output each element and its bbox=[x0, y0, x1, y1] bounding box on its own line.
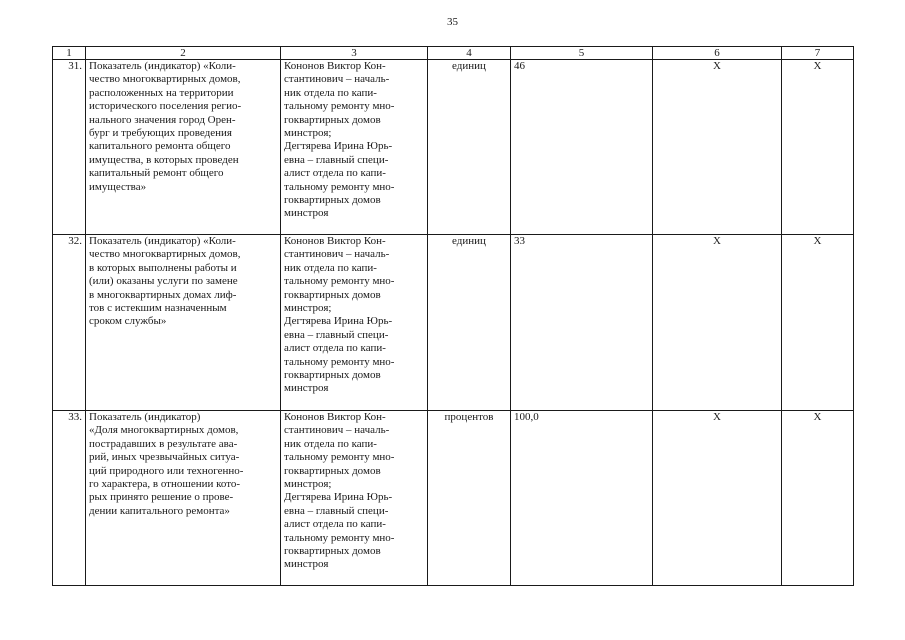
row-number: 31. bbox=[53, 60, 86, 235]
column-6-cell: Х bbox=[653, 60, 782, 235]
table-row bbox=[53, 235, 854, 411]
indicator-text: Показатель (индикатор) «Коли- чество многоквартирных домов, в которых выполнены работы и (или) оказаны услуги по замене в многоквартирных домах лиф- тов с истекшим назначенным сроком службы» bbox=[86, 235, 281, 411]
column-header: 5 bbox=[511, 47, 653, 60]
row-number: 33. bbox=[53, 411, 86, 586]
column-7-cell: Х bbox=[782, 235, 854, 411]
indicators-table bbox=[52, 46, 854, 586]
column-header: 3 bbox=[281, 47, 428, 60]
column-header: 7 bbox=[782, 47, 854, 60]
column-6-cell: Х bbox=[653, 411, 782, 586]
unit-cell: процентов bbox=[428, 411, 511, 586]
column-header: 6 bbox=[653, 47, 782, 60]
responsible-persons: Кононов Виктор Кон- стантинович – началь- ник отдела по капи- тальному ремонту мно- гоквартирных домов минстроя; Дегтярева Ирина Юрь- евна – главный специ- алист отдела по капи- тальному ремонту мно- гоквартирных домов минстроя bbox=[281, 235, 428, 411]
table-row bbox=[53, 411, 854, 586]
indicator-text: Показатель (индикатор) «Доля многоквартирных домов, пострадавших в результате ава- рий, иных чрезвычайных ситуа- ций природного или техногенно- го характера, в отношении кото- рых принято решение о прове- дении капитального ремонта» bbox=[86, 411, 281, 586]
unit-cell: единиц bbox=[428, 60, 511, 235]
column-7-cell: Х bbox=[782, 411, 854, 586]
unit-cell: единиц bbox=[428, 235, 511, 411]
table-header-row bbox=[53, 47, 854, 60]
column-7-cell: Х bbox=[782, 60, 854, 235]
value-cell: 46 bbox=[511, 60, 653, 235]
responsible-persons: Кононов Виктор Кон- стантинович – началь- ник отдела по капи- тальному ремонту мно- гоквартирных домов минстроя; Дегтярева Ирина Юрь- евна – главный специ- алист отдела по капи- тальному ремонту мно- гоквартирных домов минстроя bbox=[281, 411, 428, 586]
row-number: 32. bbox=[53, 235, 86, 411]
column-header: 1 bbox=[53, 47, 86, 60]
value-cell: 33 bbox=[511, 235, 653, 411]
indicator-text: Показатель (индикатор) «Коли- чество многоквартирных домов, расположенных на территории исторического поселения регио- нального значения город Орен- бург и требующих проведения капитального ремонта общего имущества, в которых проведен капитальный ремонт общего имущества» bbox=[86, 60, 281, 235]
column-header: 2 bbox=[86, 47, 281, 60]
page-number: 35 bbox=[447, 16, 458, 28]
value-cell: 100,0 bbox=[511, 411, 653, 586]
table-row bbox=[53, 60, 854, 235]
column-header: 4 bbox=[428, 47, 511, 60]
column-6-cell: Х bbox=[653, 235, 782, 411]
responsible-persons: Кононов Виктор Кон- стантинович – началь- ник отдела по капи- тальному ремонту мно- гоквартирных домов минстроя; Дегтярева Ирина Юрь- евна – главный специ- алист отдела по капи- тальному ремонту мно- гоквартирных домов минстроя bbox=[281, 60, 428, 235]
